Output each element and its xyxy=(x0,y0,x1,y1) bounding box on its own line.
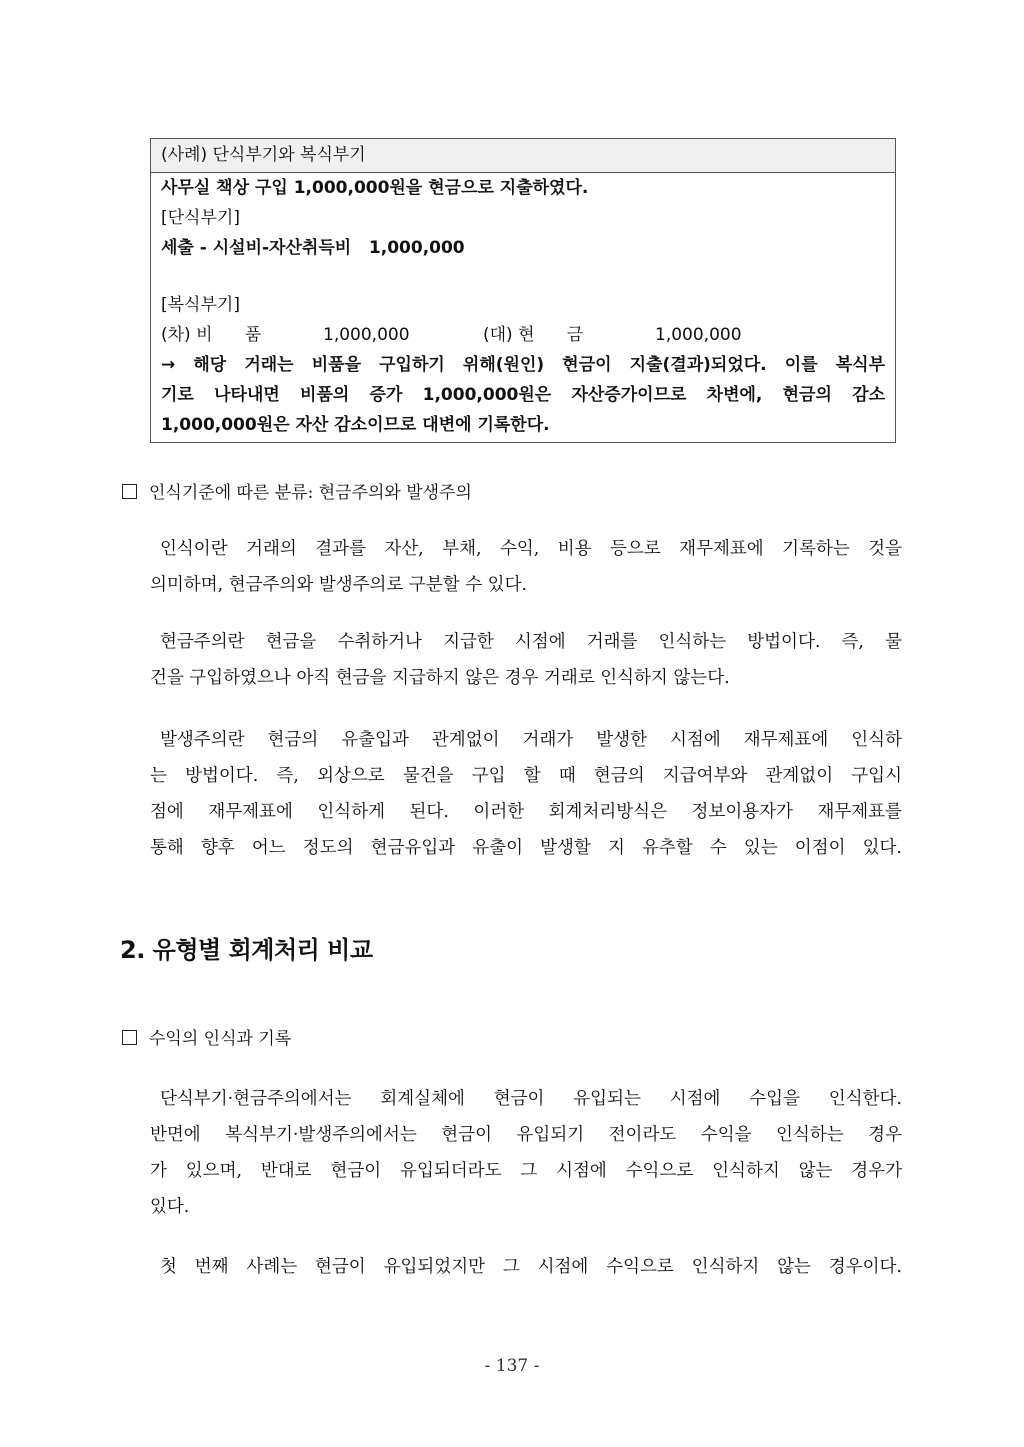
example-blank-line xyxy=(161,263,885,290)
example-line: [복식부기] xyxy=(161,295,240,315)
paragraph-line: 있다. xyxy=(150,1197,190,1217)
example-box-body xyxy=(151,173,895,442)
example-line: 세출 - 시설비-자산취득비 1,000,000 xyxy=(161,238,465,258)
journal-entry xyxy=(161,320,885,350)
credit-amount: 1,000,000 xyxy=(655,325,742,345)
paragraph xyxy=(150,1081,902,1225)
paragraph-line: 인식이란 거래의 결과를 자산, 부채, 수익, 비용 등으로 재무제표에 기록하는 것을 xyxy=(160,539,902,559)
example-line: 사무실 책상 구입 1,000,000원을 현금으로 지출하였다. xyxy=(161,178,589,198)
section-heading-revenue xyxy=(122,1024,291,1054)
example-box-header: (사례) 단식부기와 복식부기 xyxy=(151,139,895,173)
paragraph-line: 의미하며, 현금주의와 발생주의로 구분할 수 있다. xyxy=(150,575,528,595)
page-number: - 137 - xyxy=(484,1356,540,1376)
example-box xyxy=(150,138,896,443)
explanation-line: → 해당 거래는 비품을 구입하기 위해(원인) 현금이 지출(결과)되었다. 이를 복식부 xyxy=(161,355,885,375)
section-heading-text: 수익의 인식과 기록 xyxy=(149,1029,292,1049)
paragraph-line: 발생주의란 현금의 유출입과 관계없이 거래가 발생한 시점에 재무제표에 인식하 xyxy=(160,730,902,750)
credit-label: (대) 현 금 xyxy=(483,325,584,345)
paragraph-line: 반면에 복식부기·발생주의에서는 현금이 유입되기 전이라도 수익을 인식하는 경우 xyxy=(150,1125,902,1145)
explanation-line: 1,000,000원은 자산 감소이므로 대변에 기록한다. xyxy=(161,415,550,435)
debit-label: (차) 비 품 xyxy=(161,325,262,345)
checkbox-square-icon xyxy=(122,484,137,499)
paragraph xyxy=(150,1249,902,1285)
paragraph-line: 가 있으며, 반대로 현금이 유입되더라도 그 시점에 수익으로 인식하지 않는 경우가 xyxy=(150,1161,902,1181)
debit-amount: 1,000,000 xyxy=(323,325,410,345)
section-heading-recognition xyxy=(122,478,472,508)
explanation-line: 기로 나타내면 비품의 증가 1,000,000원은 자산증가이므로 차변에, 현금의 감소 xyxy=(161,385,885,405)
paragraph xyxy=(150,531,902,603)
paragraph xyxy=(150,624,902,696)
example-line: [단식부기] xyxy=(161,208,240,228)
checkbox-square-icon xyxy=(122,1030,137,1045)
paragraph-line: 건을 구입하였으나 아직 현금을 지급하지 않은 경우 거래로 인식하지 않는다. xyxy=(150,668,730,688)
paragraph-line: 첫 번째 사례는 현금이 유입되었지만 그 시점에 수익으로 인식하지 않는 경우이다. xyxy=(160,1257,902,1277)
paragraph-line: 통해 향후 어느 정도의 현금유입과 유출이 발생할 지 유추할 수 있는 이점이 있다. xyxy=(150,838,902,858)
section-heading-text: 인식기준에 따른 분류: 현금주의와 발생주의 xyxy=(149,483,472,503)
paragraph-line: 단식부기·현금주의에서는 회계실체에 현금이 유입되는 시점에 수입을 인식한다. xyxy=(160,1089,902,1109)
chapter-title: 2. 유형별 회계처리 비교 xyxy=(120,936,373,964)
paragraph-line: 점에 재무제표에 인식하게 된다. 이러한 회계처리방식은 정보이용자가 재무제표를 xyxy=(150,802,902,822)
paragraph xyxy=(150,722,902,866)
paragraph-line: 는 방법이다. 즉, 외상으로 물건을 구입 할 때 현금의 지급여부와 관계없이 구입시 xyxy=(150,766,902,786)
paragraph-line: 현금주의란 현금을 수취하거나 지급한 시점에 거래를 인식하는 방법이다. 즉, 물 xyxy=(160,632,902,652)
